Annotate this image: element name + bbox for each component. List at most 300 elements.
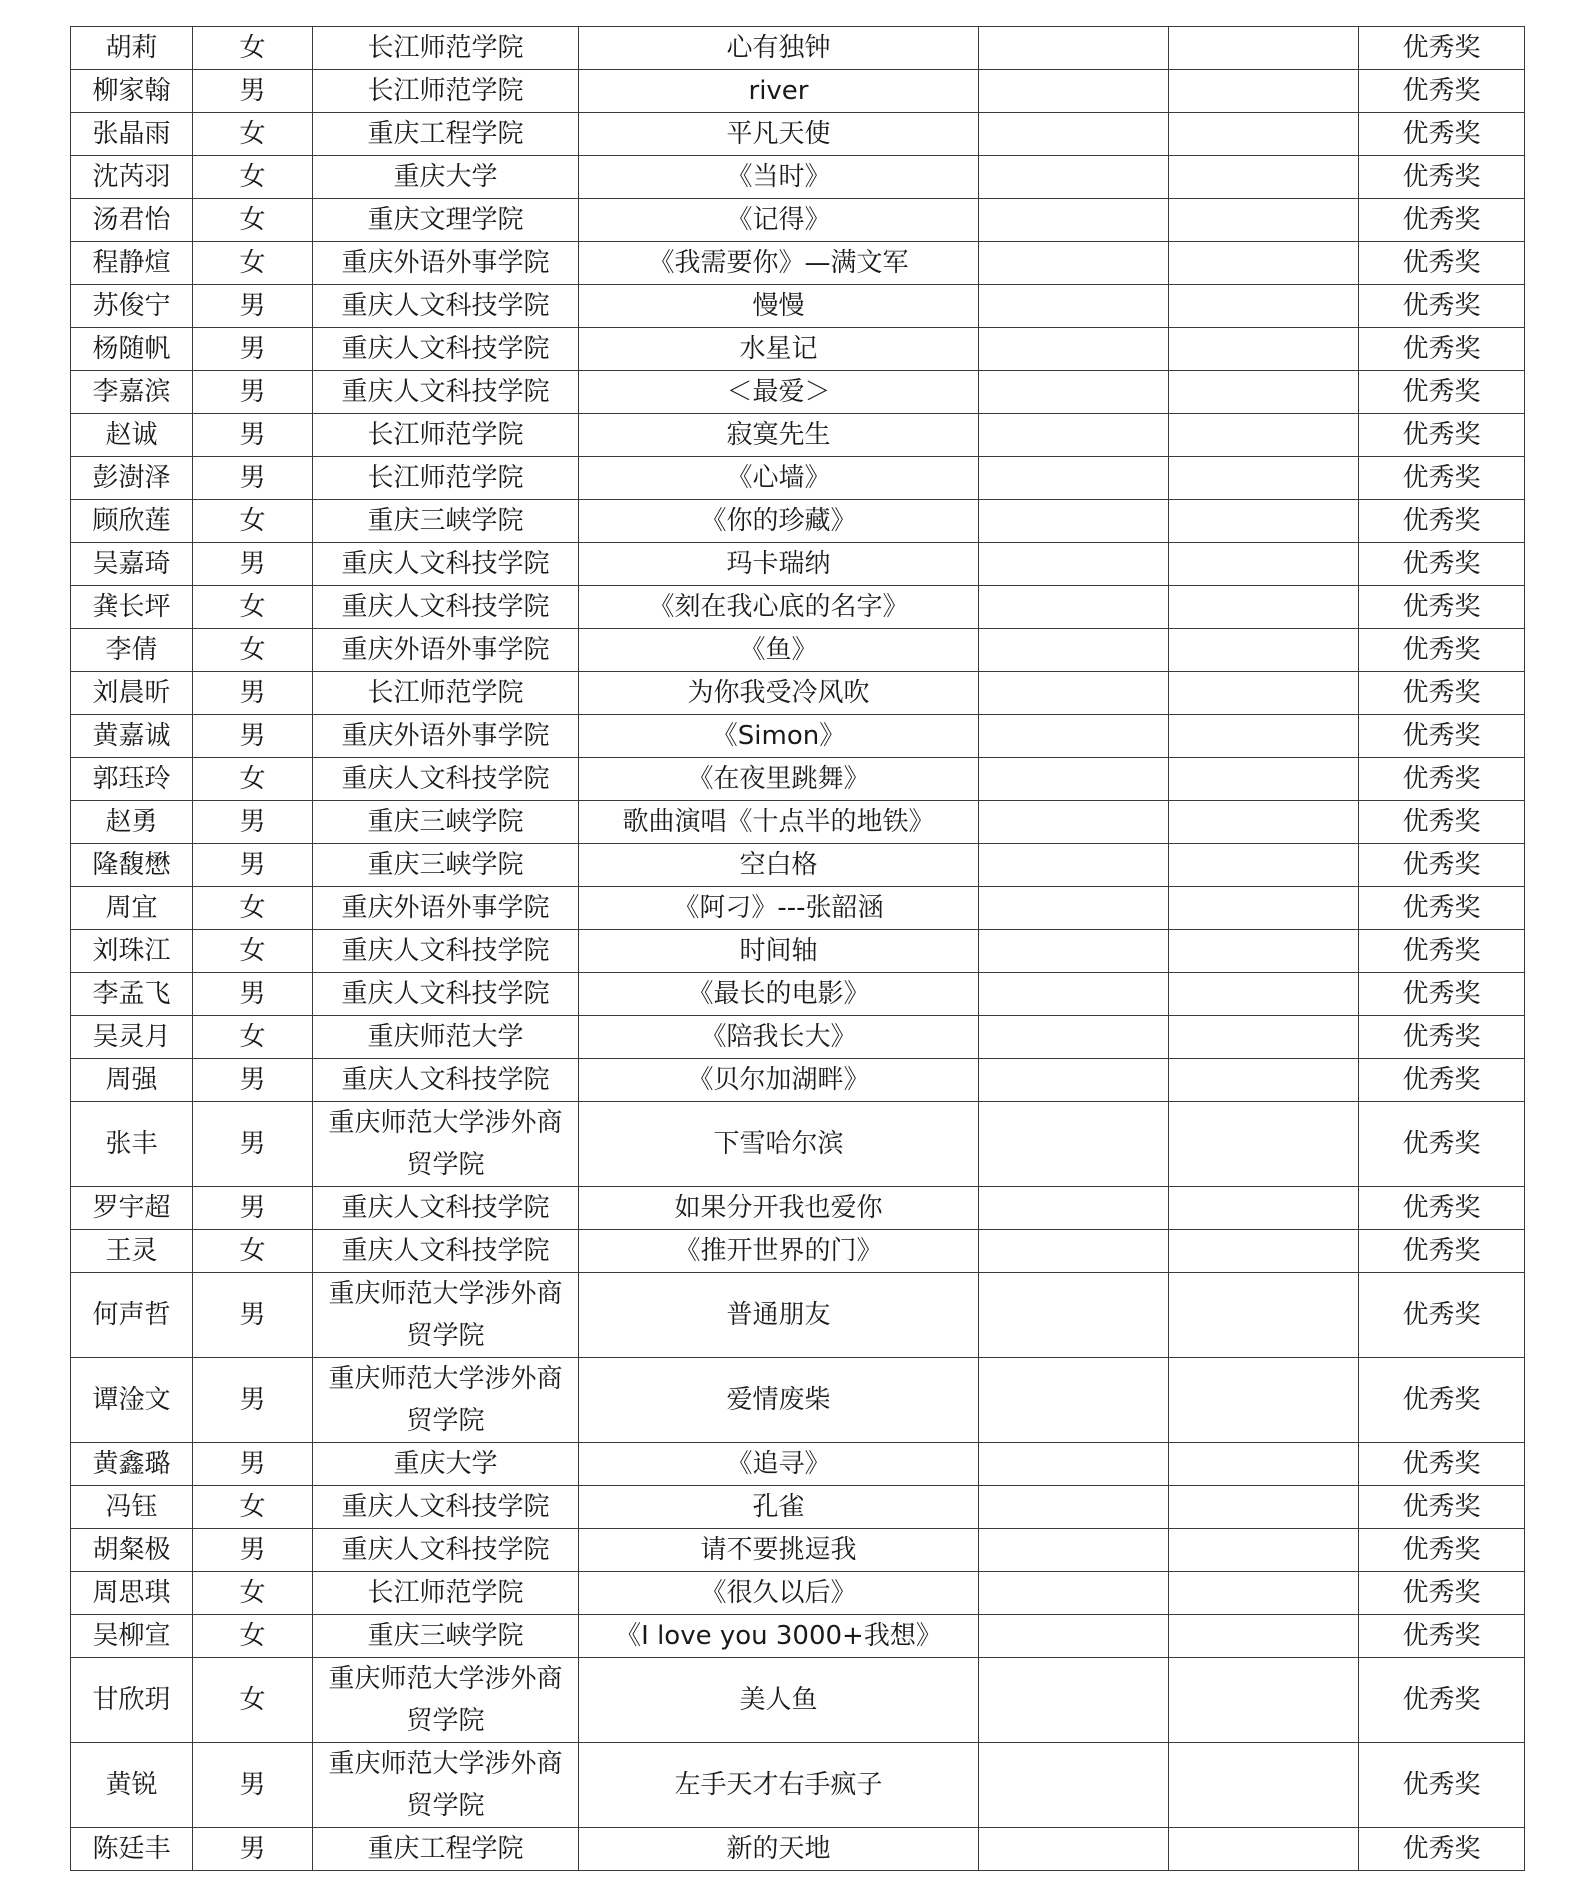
name-cell: 吴灵月: [71, 1016, 193, 1059]
work-cell: 《鱼》: [579, 629, 979, 672]
table-row: [71, 715, 1525, 758]
school-cell: 长江师范学院: [313, 1572, 579, 1615]
empty-cell: [1169, 1529, 1359, 1572]
name-cell: 周强: [71, 1059, 193, 1102]
name-cell: 龚长坪: [71, 586, 193, 629]
gender-cell: 男: [193, 70, 313, 113]
award-cell: 优秀奖: [1359, 629, 1525, 672]
award-cell: 优秀奖: [1359, 70, 1525, 113]
school-cell: 长江师范学院: [313, 457, 579, 500]
work-cell: 《刻在我心底的名字》: [579, 586, 979, 629]
empty-cell: [1169, 371, 1359, 414]
school-cell: 重庆工程学院: [313, 113, 579, 156]
table-row: [71, 1828, 1525, 1871]
empty-cell: [1169, 1443, 1359, 1486]
award-cell: 优秀奖: [1359, 973, 1525, 1016]
table-row: [71, 113, 1525, 156]
empty-cell: [979, 887, 1169, 930]
school-cell: 重庆师范大学涉外商贸学院: [313, 1102, 579, 1187]
work-cell: 爱情废柴: [579, 1358, 979, 1443]
table-row: [71, 414, 1525, 457]
empty-cell: [979, 1658, 1169, 1743]
award-cell: 优秀奖: [1359, 586, 1525, 629]
empty-cell: [1169, 500, 1359, 543]
school-cell: 重庆人文科技学院: [313, 1486, 579, 1529]
work-cell: 寂寞先生: [579, 414, 979, 457]
empty-cell: [979, 1828, 1169, 1871]
work-cell: 左手天才右手疯子: [579, 1743, 979, 1828]
work-cell: 水星记: [579, 328, 979, 371]
empty-cell: [1169, 930, 1359, 973]
work-cell: 《很久以后》: [579, 1572, 979, 1615]
name-cell: 吴嘉琦: [71, 543, 193, 586]
empty-cell: [979, 715, 1169, 758]
table-row: [71, 844, 1525, 887]
name-cell: 沈芮羽: [71, 156, 193, 199]
table-row: [71, 500, 1525, 543]
school-cell: 重庆师范大学: [313, 1016, 579, 1059]
award-cell: 优秀奖: [1359, 1187, 1525, 1230]
empty-cell: [1169, 328, 1359, 371]
award-cell: 优秀奖: [1359, 1102, 1525, 1187]
name-cell: 黄鑫璐: [71, 1443, 193, 1486]
work-cell: 孔雀: [579, 1486, 979, 1529]
work-cell: 下雪哈尔滨: [579, 1102, 979, 1187]
empty-cell: [979, 672, 1169, 715]
empty-cell: [1169, 1187, 1359, 1230]
award-cell: 优秀奖: [1359, 758, 1525, 801]
award-cell: 优秀奖: [1359, 930, 1525, 973]
table-row: [71, 1187, 1525, 1230]
award-cell: 优秀奖: [1359, 1529, 1525, 1572]
empty-cell: [979, 586, 1169, 629]
empty-cell: [979, 1443, 1169, 1486]
empty-cell: [1169, 1358, 1359, 1443]
empty-cell: [979, 1358, 1169, 1443]
gender-cell: 男: [193, 1059, 313, 1102]
award-cell: 优秀奖: [1359, 1016, 1525, 1059]
work-cell: 慢慢: [579, 285, 979, 328]
gender-cell: 男: [193, 672, 313, 715]
empty-cell: [979, 199, 1169, 242]
name-cell: 胡莉: [71, 27, 193, 70]
school-cell: 重庆人文科技学院: [313, 328, 579, 371]
name-cell: 苏俊宁: [71, 285, 193, 328]
table-row: [71, 457, 1525, 500]
empty-cell: [1169, 1059, 1359, 1102]
award-cell: 优秀奖: [1359, 1059, 1525, 1102]
award-cell: 优秀奖: [1359, 27, 1525, 70]
name-cell: 王灵: [71, 1230, 193, 1273]
empty-cell: [1169, 1016, 1359, 1059]
award-cell: 优秀奖: [1359, 113, 1525, 156]
gender-cell: 男: [193, 1187, 313, 1230]
school-cell: 重庆人文科技学院: [313, 1059, 579, 1102]
name-cell: 刘珠江: [71, 930, 193, 973]
table-row: [71, 1658, 1525, 1743]
name-cell: 杨随帆: [71, 328, 193, 371]
empty-cell: [979, 629, 1169, 672]
empty-cell: [1169, 844, 1359, 887]
award-cell: 优秀奖: [1359, 242, 1525, 285]
empty-cell: [1169, 672, 1359, 715]
name-cell: 张丰: [71, 1102, 193, 1187]
gender-cell: 女: [193, 113, 313, 156]
award-cell: 优秀奖: [1359, 801, 1525, 844]
empty-cell: [1169, 242, 1359, 285]
table-row: [71, 70, 1525, 113]
award-cell: 优秀奖: [1359, 414, 1525, 457]
work-cell: 空白格: [579, 844, 979, 887]
gender-cell: 男: [193, 414, 313, 457]
empty-cell: [1169, 414, 1359, 457]
empty-cell: [979, 70, 1169, 113]
empty-cell: [979, 973, 1169, 1016]
award-cell: 优秀奖: [1359, 543, 1525, 586]
school-cell: 重庆外语外事学院: [313, 887, 579, 930]
work-cell: 玛卡瑞纳: [579, 543, 979, 586]
gender-cell: 男: [193, 1443, 313, 1486]
empty-cell: [1169, 715, 1359, 758]
gender-cell: 女: [193, 199, 313, 242]
empty-cell: [1169, 1615, 1359, 1658]
gender-cell: 女: [193, 242, 313, 285]
gender-cell: 男: [193, 844, 313, 887]
work-cell: 新的天地: [579, 1828, 979, 1871]
award-cell: 优秀奖: [1359, 285, 1525, 328]
gender-cell: 男: [193, 715, 313, 758]
table-row: [71, 328, 1525, 371]
gender-cell: 女: [193, 1572, 313, 1615]
table-row: [71, 758, 1525, 801]
work-cell: ＜最爱＞: [579, 371, 979, 414]
gender-cell: 男: [193, 1529, 313, 1572]
gender-cell: 女: [193, 758, 313, 801]
gender-cell: 女: [193, 1486, 313, 1529]
name-cell: 汤君怡: [71, 199, 193, 242]
school-cell: 重庆人文科技学院: [313, 1230, 579, 1273]
school-cell: 重庆师范大学涉外商贸学院: [313, 1358, 579, 1443]
empty-cell: [979, 27, 1169, 70]
empty-cell: [1169, 27, 1359, 70]
empty-cell: [1169, 1230, 1359, 1273]
award-cell: 优秀奖: [1359, 887, 1525, 930]
table-row: [71, 586, 1525, 629]
table-row: [71, 1059, 1525, 1102]
table-row: [71, 930, 1525, 973]
name-cell: 柳家翰: [71, 70, 193, 113]
name-cell: 李孟飞: [71, 973, 193, 1016]
school-cell: 长江师范学院: [313, 672, 579, 715]
table-row: [71, 1529, 1525, 1572]
table-row: [71, 1016, 1525, 1059]
gender-cell: 男: [193, 1828, 313, 1871]
award-cell: 优秀奖: [1359, 1572, 1525, 1615]
empty-cell: [979, 328, 1169, 371]
table-row: [71, 1572, 1525, 1615]
award-cell: 优秀奖: [1359, 844, 1525, 887]
name-cell: 谭淦文: [71, 1358, 193, 1443]
table-row: [71, 242, 1525, 285]
name-cell: 冯钰: [71, 1486, 193, 1529]
name-cell: 赵诚: [71, 414, 193, 457]
empty-cell: [979, 844, 1169, 887]
gender-cell: 女: [193, 887, 313, 930]
gender-cell: 男: [193, 1358, 313, 1443]
table-row: [71, 1358, 1525, 1443]
name-cell: 彭澍泽: [71, 457, 193, 500]
name-cell: 周思琪: [71, 1572, 193, 1615]
table-row: [71, 1486, 1525, 1529]
work-cell: 普通朋友: [579, 1273, 979, 1358]
empty-cell: [979, 113, 1169, 156]
award-cell: 优秀奖: [1359, 328, 1525, 371]
gender-cell: 男: [193, 371, 313, 414]
empty-cell: [979, 457, 1169, 500]
table-row: [71, 1102, 1525, 1187]
work-cell: 时间轴: [579, 930, 979, 973]
empty-cell: [1169, 1486, 1359, 1529]
work-cell: 为你我受冷风吹: [579, 672, 979, 715]
gender-cell: 女: [193, 156, 313, 199]
empty-cell: [979, 500, 1169, 543]
name-cell: 陈廷丰: [71, 1828, 193, 1871]
empty-cell: [979, 1572, 1169, 1615]
gender-cell: 女: [193, 629, 313, 672]
empty-cell: [979, 1529, 1169, 1572]
empty-cell: [979, 1743, 1169, 1828]
school-cell: 重庆三峡学院: [313, 500, 579, 543]
school-cell: 重庆人文科技学院: [313, 371, 579, 414]
work-cell: 《你的珍藏》: [579, 500, 979, 543]
award-cell: 优秀奖: [1359, 1658, 1525, 1743]
name-cell: 吴柳宣: [71, 1615, 193, 1658]
award-cell: 优秀奖: [1359, 1230, 1525, 1273]
gender-cell: 男: [193, 328, 313, 371]
empty-cell: [1169, 629, 1359, 672]
school-cell: 重庆外语外事学院: [313, 629, 579, 672]
table-row: [71, 672, 1525, 715]
table-row: [71, 1743, 1525, 1828]
name-cell: 胡粲极: [71, 1529, 193, 1572]
name-cell: 黄锐: [71, 1743, 193, 1828]
name-cell: 黄嘉诚: [71, 715, 193, 758]
name-cell: 甘欣玥: [71, 1658, 193, 1743]
award-cell: 优秀奖: [1359, 1828, 1525, 1871]
table-row: [71, 1273, 1525, 1358]
empty-cell: [979, 285, 1169, 328]
work-cell: 《贝尔加湖畔》: [579, 1059, 979, 1102]
name-cell: 张晶雨: [71, 113, 193, 156]
empty-cell: [979, 758, 1169, 801]
work-cell: 《追寻》: [579, 1443, 979, 1486]
award-cell: 优秀奖: [1359, 1358, 1525, 1443]
empty-cell: [979, 930, 1169, 973]
empty-cell: [1169, 1572, 1359, 1615]
empty-cell: [1169, 457, 1359, 500]
name-cell: 罗宇超: [71, 1187, 193, 1230]
award-table-body: [71, 27, 1525, 1871]
empty-cell: [979, 1102, 1169, 1187]
award-cell: 优秀奖: [1359, 1743, 1525, 1828]
name-cell: 李嘉滨: [71, 371, 193, 414]
school-cell: 长江师范学院: [313, 27, 579, 70]
table-row: [71, 199, 1525, 242]
award-cell: 优秀奖: [1359, 156, 1525, 199]
table-row: [71, 285, 1525, 328]
name-cell: 郭珏玲: [71, 758, 193, 801]
school-cell: 重庆人文科技学院: [313, 1529, 579, 1572]
school-cell: 重庆人文科技学院: [313, 285, 579, 328]
school-cell: 长江师范学院: [313, 70, 579, 113]
gender-cell: 男: [193, 1743, 313, 1828]
empty-cell: [1169, 156, 1359, 199]
school-cell: 重庆人文科技学院: [313, 1187, 579, 1230]
gender-cell: 女: [193, 1230, 313, 1273]
school-cell: 重庆外语外事学院: [313, 242, 579, 285]
work-cell: 平凡天使: [579, 113, 979, 156]
award-cell: 优秀奖: [1359, 715, 1525, 758]
empty-cell: [1169, 887, 1359, 930]
table-row: [71, 1615, 1525, 1658]
empty-cell: [979, 543, 1169, 586]
empty-cell: [979, 801, 1169, 844]
empty-cell: [979, 1059, 1169, 1102]
empty-cell: [1169, 1273, 1359, 1358]
table-row: [71, 629, 1525, 672]
gender-cell: 男: [193, 543, 313, 586]
empty-cell: [979, 414, 1169, 457]
empty-cell: [1169, 285, 1359, 328]
school-cell: 重庆人文科技学院: [313, 758, 579, 801]
table-row: [71, 27, 1525, 70]
gender-cell: 女: [193, 27, 313, 70]
empty-cell: [1169, 1828, 1359, 1871]
school-cell: 重庆师范大学涉外商贸学院: [313, 1273, 579, 1358]
empty-cell: [1169, 1658, 1359, 1743]
empty-cell: [1169, 758, 1359, 801]
work-cell: 《陪我长大》: [579, 1016, 979, 1059]
work-cell: 《当时》: [579, 156, 979, 199]
empty-cell: [979, 1486, 1169, 1529]
work-cell: 《记得》: [579, 199, 979, 242]
work-cell: 如果分开我也爱你: [579, 1187, 979, 1230]
name-cell: 隆馥懋: [71, 844, 193, 887]
school-cell: 重庆三峡学院: [313, 1615, 579, 1658]
work-cell: 《Simon》: [579, 715, 979, 758]
table-row: [71, 1230, 1525, 1273]
empty-cell: [1169, 973, 1359, 1016]
school-cell: 重庆人文科技学院: [313, 930, 579, 973]
gender-cell: 女: [193, 1615, 313, 1658]
work-cell: 《阿刁》---张韶涵: [579, 887, 979, 930]
table-row: [71, 543, 1525, 586]
award-cell: 优秀奖: [1359, 199, 1525, 242]
award-cell: 优秀奖: [1359, 371, 1525, 414]
school-cell: 重庆师范大学涉外商贸学院: [313, 1743, 579, 1828]
table-row: [71, 371, 1525, 414]
award-cell: 优秀奖: [1359, 457, 1525, 500]
gender-cell: 女: [193, 930, 313, 973]
work-cell: 《最长的电影》: [579, 973, 979, 1016]
award-cell: 优秀奖: [1359, 672, 1525, 715]
gender-cell: 男: [193, 1102, 313, 1187]
school-cell: 重庆三峡学院: [313, 844, 579, 887]
empty-cell: [1169, 1102, 1359, 1187]
school-cell: 重庆师范大学涉外商贸学院: [313, 1658, 579, 1743]
school-cell: 重庆大学: [313, 1443, 579, 1486]
empty-cell: [1169, 1743, 1359, 1828]
table-row: [71, 887, 1525, 930]
empty-cell: [1169, 199, 1359, 242]
work-cell: river: [579, 70, 979, 113]
empty-cell: [979, 242, 1169, 285]
award-cell: 优秀奖: [1359, 1615, 1525, 1658]
school-cell: 重庆三峡学院: [313, 801, 579, 844]
gender-cell: 男: [193, 285, 313, 328]
award-cell: 优秀奖: [1359, 500, 1525, 543]
work-cell: 歌曲演唱《十点半的地铁》: [579, 801, 979, 844]
school-cell: 重庆人文科技学院: [313, 973, 579, 1016]
empty-cell: [1169, 543, 1359, 586]
award-cell: 优秀奖: [1359, 1443, 1525, 1486]
name-cell: 程静煊: [71, 242, 193, 285]
empty-cell: [979, 1187, 1169, 1230]
work-cell: 《在夜里跳舞》: [579, 758, 979, 801]
empty-cell: [979, 371, 1169, 414]
school-cell: 长江师范学院: [313, 414, 579, 457]
empty-cell: [1169, 801, 1359, 844]
name-cell: 周宜: [71, 887, 193, 930]
name-cell: 顾欣莲: [71, 500, 193, 543]
empty-cell: [1169, 70, 1359, 113]
work-cell: 《心墙》: [579, 457, 979, 500]
work-cell: 《推开世界的门》: [579, 1230, 979, 1273]
gender-cell: 男: [193, 801, 313, 844]
school-cell: 重庆文理学院: [313, 199, 579, 242]
work-cell: 美人鱼: [579, 1658, 979, 1743]
empty-cell: [979, 1016, 1169, 1059]
gender-cell: 女: [193, 1658, 313, 1743]
work-cell: 《我需要你》—满文军: [579, 242, 979, 285]
name-cell: 李倩: [71, 629, 193, 672]
empty-cell: [979, 1230, 1169, 1273]
gender-cell: 男: [193, 457, 313, 500]
table-row: [71, 973, 1525, 1016]
work-cell: 心有独钟: [579, 27, 979, 70]
gender-cell: 男: [193, 1273, 313, 1358]
gender-cell: 男: [193, 973, 313, 1016]
award-table: [70, 26, 1525, 1871]
empty-cell: [1169, 586, 1359, 629]
work-cell: 《I love you 3000+我想》: [579, 1615, 979, 1658]
award-cell: 优秀奖: [1359, 1486, 1525, 1529]
gender-cell: 女: [193, 1016, 313, 1059]
table-row: [71, 156, 1525, 199]
name-cell: 赵勇: [71, 801, 193, 844]
work-cell: 请不要挑逗我: [579, 1529, 979, 1572]
empty-cell: [979, 1273, 1169, 1358]
school-cell: 重庆外语外事学院: [313, 715, 579, 758]
table-row: [71, 1443, 1525, 1486]
school-cell: 重庆大学: [313, 156, 579, 199]
school-cell: 重庆人文科技学院: [313, 586, 579, 629]
school-cell: 重庆人文科技学院: [313, 543, 579, 586]
school-cell: 重庆工程学院: [313, 1828, 579, 1871]
gender-cell: 女: [193, 500, 313, 543]
name-cell: 何声哲: [71, 1273, 193, 1358]
table-row: [71, 801, 1525, 844]
